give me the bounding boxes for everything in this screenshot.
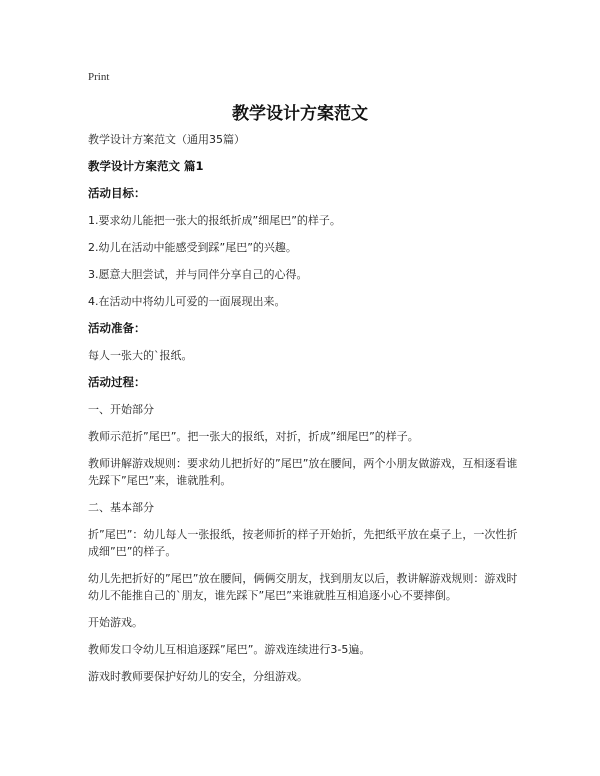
paragraph: 1.要求幼儿能把一张大的报纸折成”细尾巴”的样子。 [88,214,341,227]
paragraph: 折”尾巴”：幼儿每人一张报纸，按老师折的样子开始折，先把纸平放在桌子上，一次性折成细”巴”的样子。 [88,528,518,558]
print-link[interactable]: Print [88,71,110,83]
paragraph: 幼儿先把折好的”尾巴”放在腰间，俩俩交朋友，找到朋友以后，教讲解游戏规则：游戏时幼儿不能推自己的`朋友，谁先踩下”尾巴”来谁就胜互相追逐小心不要摔倒。 [88,572,518,602]
paragraph: 教师发口令幼儿互相追逐踩”尾巴”。游戏连续进行3-5遍。 [88,643,371,656]
heading-activity-process: 活动过程： [88,375,146,389]
paragraph: 开始游戏。 [88,616,143,629]
paragraph: 2.幼儿在活动中能感受到踩”尾巴”的兴趣。 [88,241,297,254]
document-body [88,131,528,695]
document-subtitle: 教学设计方案范文（通用35篇） [88,133,245,146]
paragraph: 3.愿意大胆尝试，并与同伴分享自己的心得。 [88,268,308,281]
paragraph: 游戏时教师要保护好幼儿的安全，分组游戏。 [88,670,308,683]
heading-activity-preparation: 活动准备： [88,321,146,335]
paragraph: 教师示范折”尾巴”。把一张大的报纸，对折，折成”细尾巴”的样子。 [88,430,419,443]
document-title: 教学设计方案范文 [232,104,368,124]
heading-activity-goals: 活动目标： [88,186,146,200]
paragraph: 一、开始部分 [88,403,154,416]
section-heading: 教学设计方案范文 篇1 [88,159,204,173]
paragraph: 教师讲解游戏规则：要求幼儿把折好的”尾巴”放在腰间，两个小朋友做游戏，互相逐看谁先踩下”尾巴”来，谁就胜利。 [88,457,518,487]
paragraph: 二、基本部分 [88,501,154,514]
paragraph: 4.在活动中将幼儿可爱的一面展现出来。 [88,295,286,308]
paragraph: 每人一张大的`报纸。 [88,349,193,362]
